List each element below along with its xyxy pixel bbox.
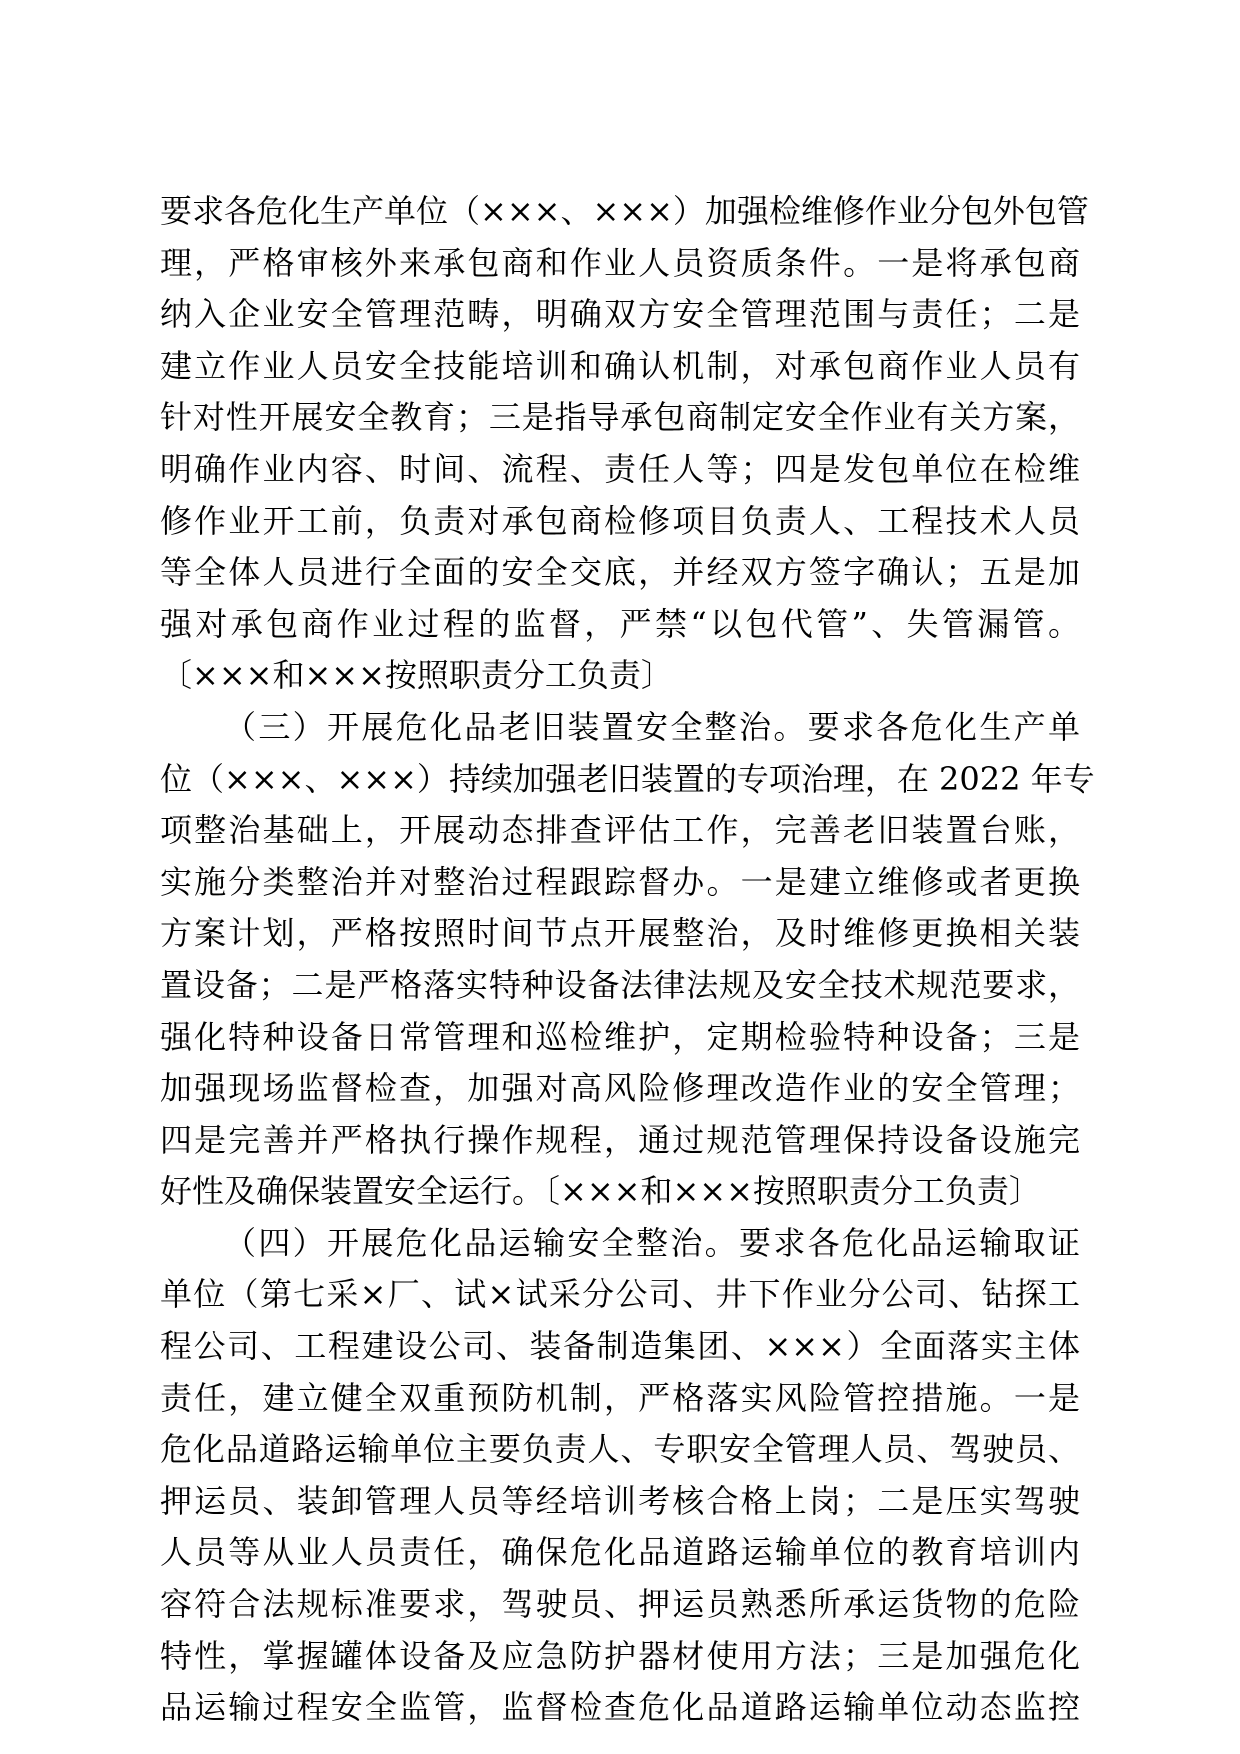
text-line: 强化特种设备日常管理和巡检维护，定期检验特种设备；三是 <box>160 1017 1080 1056</box>
text-line: 修作业开工前，负责对承包商检修项目负责人、工程技术人员 <box>160 501 1080 540</box>
text-line: 置设备；二是严格落实特种设备法律法规及安全技术规范要求， <box>160 965 1080 1004</box>
text-line: 容符合法规标准要求，驾驶员、押运员熟悉所承运货物的危险 <box>160 1585 1080 1624</box>
section-heading-line: （三）开展危化品老旧装置安全整治。要求各危化生产单 <box>224 707 1080 746</box>
text-line: 押运员、装卸管理人员等经培训考核合格上岗；二是压实驾驶 <box>160 1481 1080 1520</box>
text-line: 实施分类整治并对整治过程跟踪督办。一是建立维修或者更换 <box>160 862 1080 901</box>
text-line: 强对承包商作业过程的监督，严禁“以包代管”、失管漏管。 <box>160 604 1080 643</box>
text-line: 理，严格审核外来承包商和作业人员资质条件。一是将承包商 <box>160 243 1080 282</box>
text-line: 特性，掌握罐体设备及应急防护器材使用方法；三是加强危化 <box>160 1636 1080 1675</box>
text-line: 纳入企业安全管理范畴，明确双方安全管理范围与责任；二是 <box>160 295 1080 334</box>
text-line: 明确作业内容、时间、流程、责任人等；四是发包单位在检维 <box>160 449 1080 488</box>
text-line: 加强现场监督检查，加强对高风险修理改造作业的安全管理； <box>160 1069 1080 1108</box>
section-heading-line: （四）开展危化品运输安全整治。要求各危化品运输取证 <box>224 1223 1080 1262</box>
text-line: 品运输过程安全监管，监督检查危化品道路运输单位动态监控 <box>160 1688 1080 1727</box>
text-line: 四是完善并严格执行操作规程，通过规范管理保持设备设施完 <box>160 1120 1080 1159</box>
text-line: 责任，建立健全双重预防机制，严格落实风险管控措施。一是 <box>160 1378 1080 1417</box>
text-line: 程公司、工程建设公司、装备制造集团、×××）全面落实主体 <box>160 1327 1080 1366</box>
text-line: 〔×××和×××按照职责分工负责〕 <box>160 656 673 695</box>
text-line: 等全体人员进行全面的安全交底，并经双方签字确认；五是加 <box>160 553 1080 592</box>
text-line: 人员等从业人员责任，确保危化品道路运输单位的教育培训内 <box>160 1533 1080 1572</box>
document-page <box>160 186 1095 1734</box>
text-line: 位（×××、×××）持续加强老旧装置的专项治理，在 2022 年专 <box>160 759 1095 798</box>
text-line: 单位（第七采×厂、试×试采分公司、井下作业分公司、钻探工 <box>160 1275 1080 1314</box>
text-line: 危化品道路运输单位主要负责人、专职安全管理人员、驾驶员、 <box>160 1430 1080 1469</box>
text-line: 要求各危化生产单位（×××、×××）加强检维修作业分包外包管 <box>160 192 1089 230</box>
text-line: 项整治基础上，开展动态排查评估工作，完善老旧装置台账， <box>160 811 1080 850</box>
text-line: 方案计划，严格按照时间节点开展整治，及时维修更换相关装 <box>160 914 1080 953</box>
text-line: 针对性开展安全教育；三是指导承包商制定安全作业有关方案， <box>160 398 1080 437</box>
text-line: 建立作业人员安全技能培训和确认机制，对承包商作业人员有 <box>160 346 1080 385</box>
text-line: 好性及确保装置安全运行。〔×××和×××按照职责分工负责〕 <box>160 1172 1041 1211</box>
